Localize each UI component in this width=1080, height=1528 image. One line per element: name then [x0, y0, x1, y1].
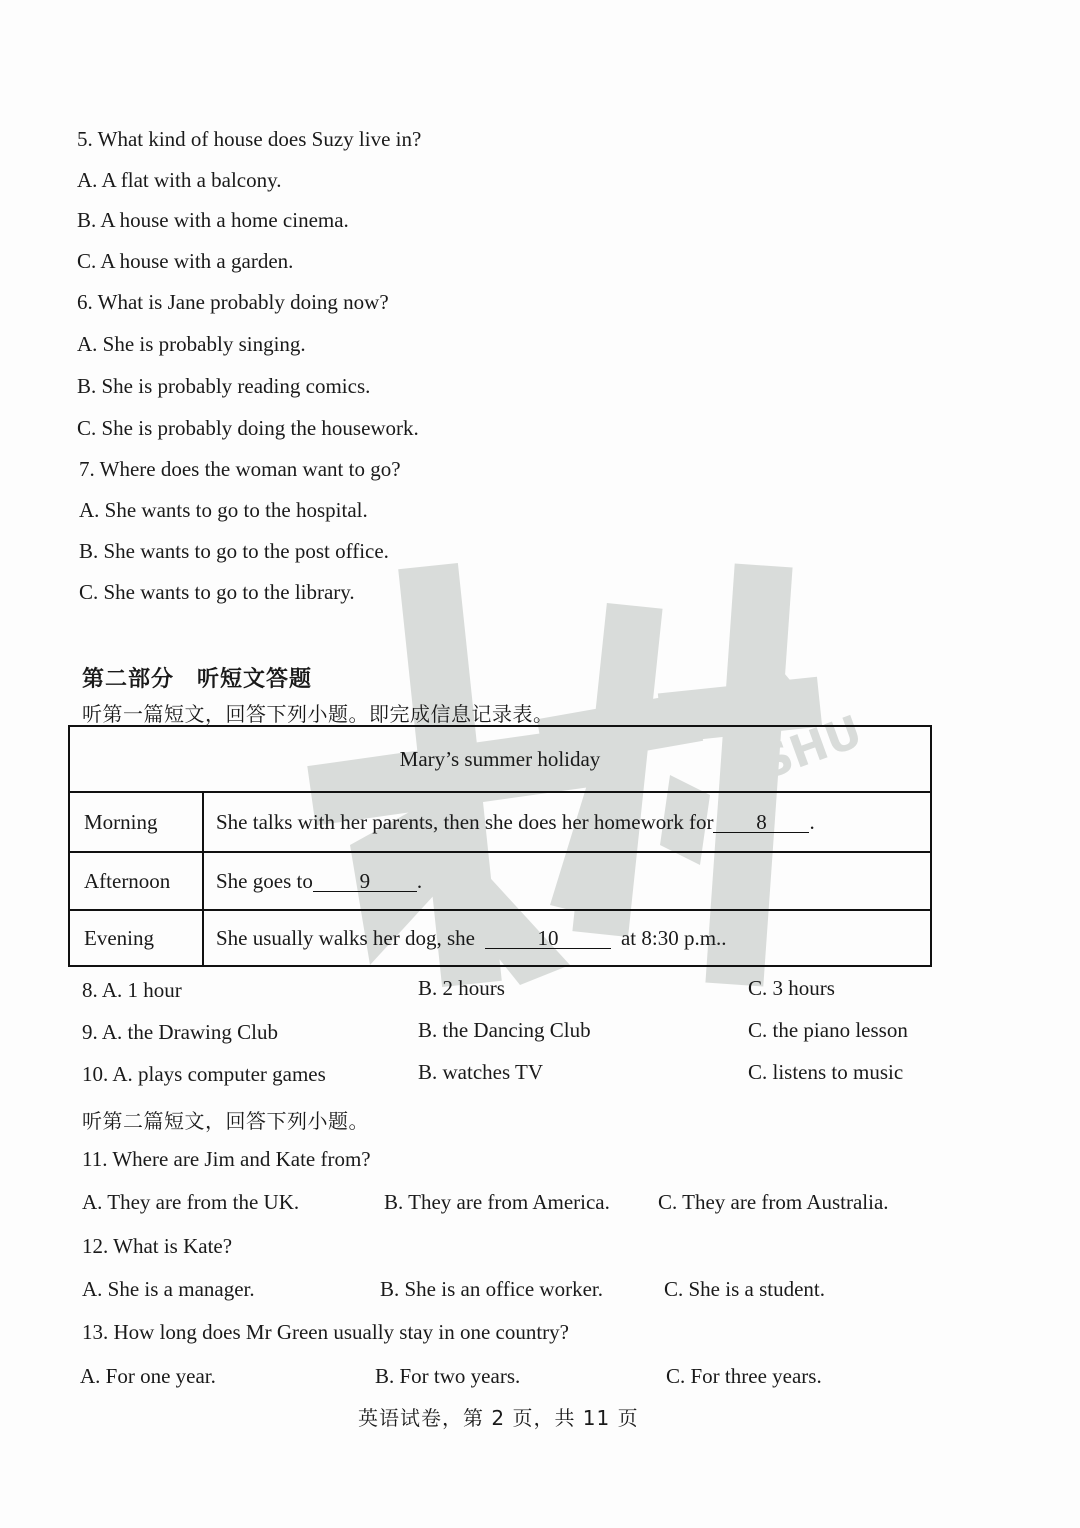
instruction-passage-2: 听第二篇短文，回答下列小题。: [82, 1109, 369, 1133]
q5-option-c: C. A house with a garden.: [77, 249, 294, 273]
q7-option-b: B. She wants to go to the post office.: [79, 539, 389, 563]
q13-option-c: C. For three years.: [666, 1364, 822, 1388]
q5-option-a: A. A flat with a balcony.: [77, 168, 282, 192]
q13-option-a: A. For one year.: [80, 1364, 216, 1388]
row-text: [204, 853, 930, 909]
question-12: 12. What is Kate?: [82, 1234, 233, 1258]
q8-option-a: 8. A. 1 hour: [82, 978, 182, 1002]
q5-option-b: B. A house with a home cinema.: [77, 208, 349, 232]
question-7: 7. Where does the woman want to go?: [79, 457, 401, 481]
row-text: [204, 911, 930, 965]
question-11: 11. Where are Jim and Kate from?: [82, 1147, 371, 1171]
q11-option-b: B. They are from America.: [384, 1190, 610, 1214]
info-table: [68, 725, 932, 967]
q8-option-b: B. 2 hours: [418, 976, 505, 1000]
row-text: [204, 793, 930, 851]
row-text-after: .: [416, 868, 423, 893]
instruction-passage-1: 听第一篇短文，回答下列小题。即完成信息记录表。: [82, 702, 554, 726]
row-label: Afternoon: [70, 853, 204, 909]
q10-option-b: B. watches TV: [418, 1060, 544, 1084]
question-13: 13. How long does Mr Green usually stay in one country?: [82, 1320, 569, 1344]
page-footer: 英语试卷，第 2 页，共 11 页: [358, 1406, 639, 1430]
q12-option-a: A. She is a manager.: [82, 1277, 255, 1301]
q12-option-c: C. She is a student.: [664, 1277, 825, 1301]
table-title-row: [70, 727, 930, 791]
q10-option-c: C. listens to music: [748, 1060, 904, 1084]
question-6: 6. What is Jane probably doing now?: [77, 290, 389, 314]
blank-8: 8: [713, 812, 809, 833]
q6-option-a: A. She is probably singing.: [77, 332, 306, 356]
q6-option-c: C. She is probably doing the housework.: [77, 416, 419, 440]
q7-option-a: A. She wants to go to the hospital.: [79, 498, 368, 522]
row-text-after: at 8:30 p.m..: [620, 925, 727, 950]
table-row: [70, 909, 930, 965]
table-row: [70, 851, 930, 909]
q6-option-b: B. She is probably reading comics.: [77, 374, 371, 398]
q8-option-c: C. 3 hours: [748, 976, 835, 1000]
blank-9: 9: [313, 871, 417, 892]
question-5: 5. What kind of house does Suzy live in?: [77, 127, 422, 151]
watermark-text-line2: SHU: [753, 706, 869, 790]
q11-option-c: C. They are from Australia.: [658, 1190, 889, 1214]
q7-option-c: C. She wants to go to the library.: [79, 580, 355, 604]
section-heading: 第二部分 听短文答题: [82, 667, 313, 692]
row-label: Morning: [70, 793, 204, 851]
q9-option-b: B. the Dancing Club: [418, 1018, 591, 1042]
q11-option-a: A. They are from the UK.: [82, 1190, 300, 1214]
row-text-before: She talks with her parents, then she does her homework for: [216, 809, 714, 834]
q13-option-b: B. For two years.: [375, 1364, 521, 1388]
blank-10: 10: [485, 928, 611, 949]
q12-option-b: B. She is an office worker.: [380, 1277, 603, 1301]
watermark-text-line1: DA: [726, 661, 811, 734]
q10-option-a: 10. A. plays computer games: [82, 1062, 326, 1086]
row-text-before: She usually walks her dog, she: [216, 925, 475, 950]
q9-option-a: 9. A. the Drawing Club: [82, 1020, 278, 1044]
row-text-after: .: [809, 809, 815, 834]
table-row: [70, 791, 930, 851]
row-label: Evening: [70, 911, 204, 965]
table-title: Mary’s summer holiday: [399, 746, 601, 771]
row-text-before: She goes to: [216, 868, 313, 893]
q9-option-c: C. the piano lesson: [748, 1018, 908, 1042]
